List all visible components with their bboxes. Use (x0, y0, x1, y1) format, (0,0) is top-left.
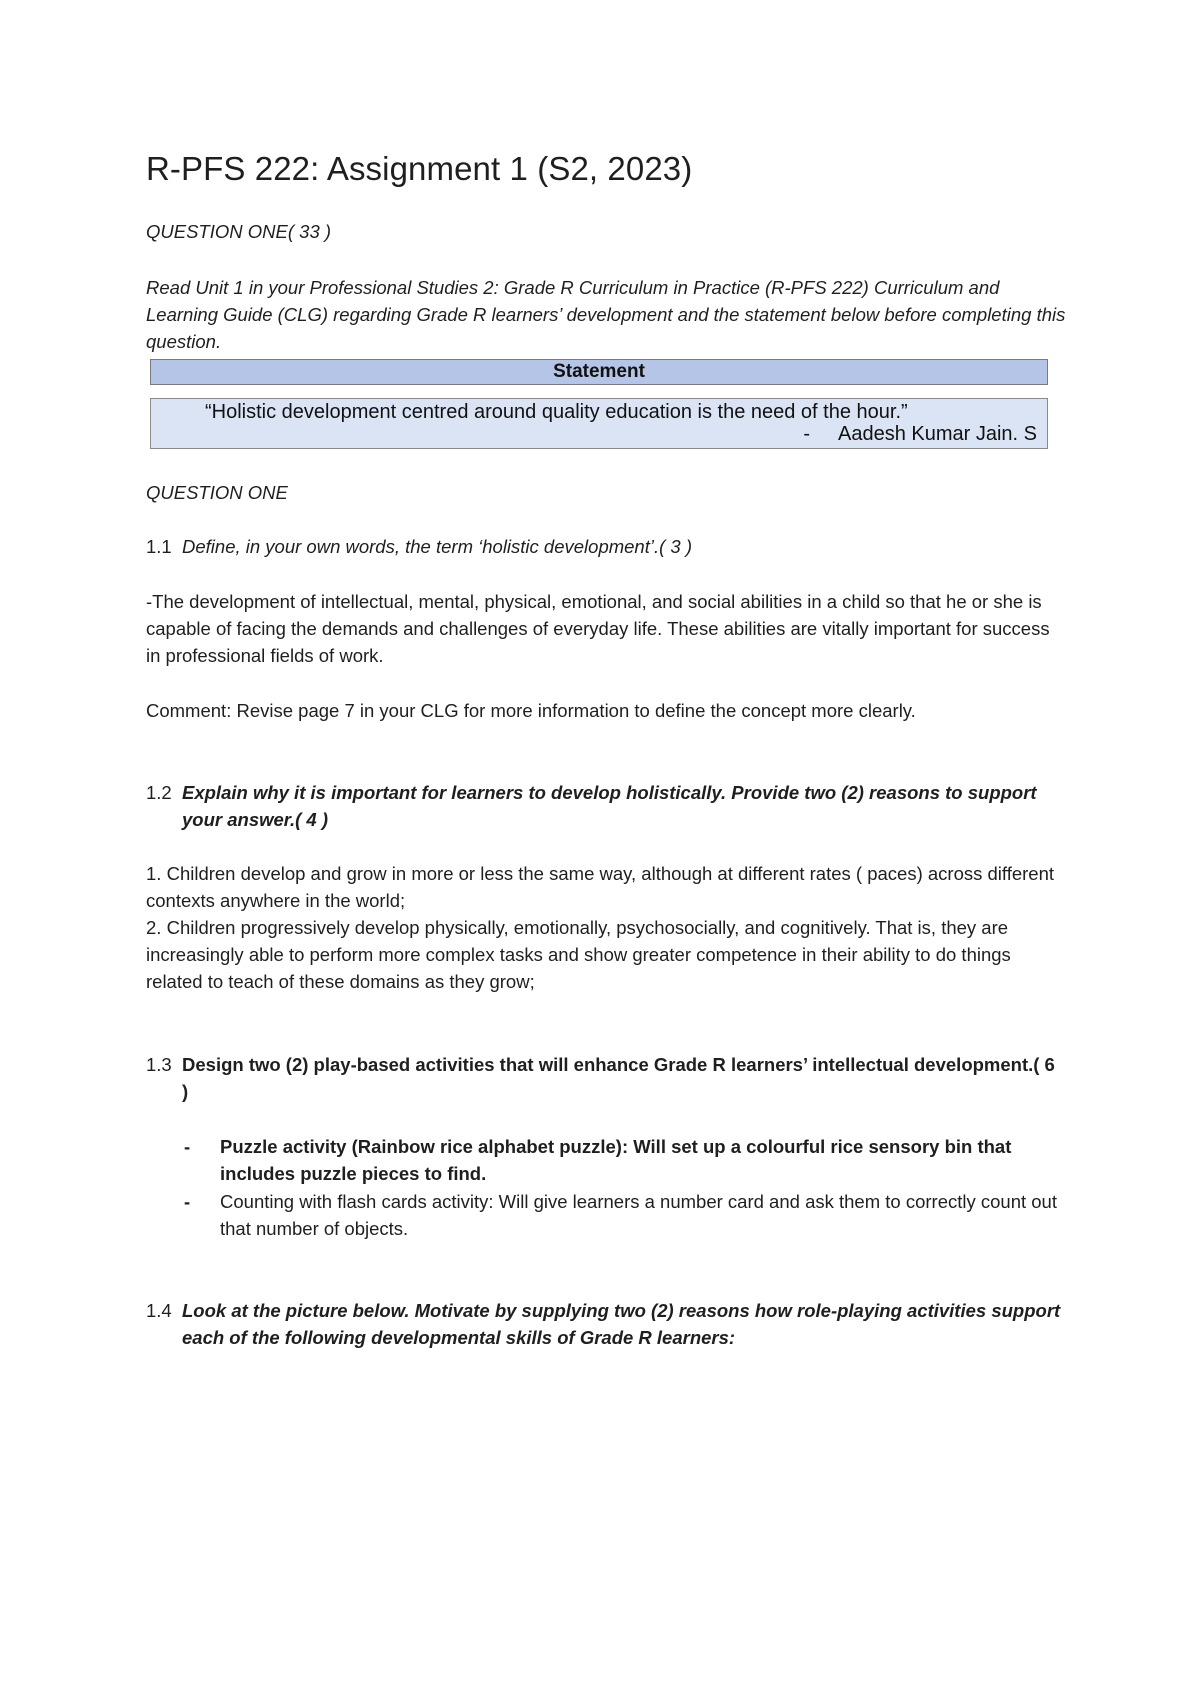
q1-1-answer: -The development of intellectual, mental, physical, emotional, and social abilities in a child so that he or she is capable of facing the demands and challenges of everyday life. These abilities are vitally important for success in professional fields of work. (146, 591, 1050, 666)
q1-2-question: Explain why it is important for learners to develop holistically. Provide two (2) reasons to support your answer.( 4 ) (182, 782, 1037, 830)
q1-3-bullet-2: Counting with flash cards activity: Will give learners a number card and ask them to correctly count out that number of objects. (220, 1191, 1057, 1239)
document-title: R-PFS 222: Assignment 1 (S2, 2023) (146, 150, 693, 187)
question-heading-2: QUESTION ONE (146, 482, 288, 503)
question-heading: QUESTION ONE( 33 ) (146, 221, 332, 242)
q1-2-answer-1 (146, 860, 1066, 914)
q1-3-number: 1.3 (146, 1054, 172, 1075)
q1-4-question: Look at the picture below. Motivate by supplying two (2) reasons how role-playing activities support each of the following developmental skills of Grade R learners: (182, 1300, 1061, 1348)
q1-1-comment: Comment: Revise page 7 in your CLG for more information to define the concept more clearly. (146, 700, 916, 721)
q1-2-answer-2-text: Children progressively develop physically, emotionally, psychosocially, and cognitively. That is, they are increasingly able to perform more complex tasks and show greater competence in their ability to do things related to teach of these domains as they grow; (146, 917, 1011, 992)
q1-2-answer-1-text: Children develop and grow in more or less the same way, although at different rates ( paces) across different contexts anywhere in the world; (146, 863, 1055, 911)
q1-2-answer-1-number: 1. (146, 863, 162, 884)
q1-1-number: 1.1 (146, 536, 172, 557)
q1-3-question: Design two (2) play-based activities that will enhance Grade R learners’ intellectual development.( 6 ) (182, 1054, 1055, 1102)
statement-box (150, 398, 1048, 449)
statement-author-line (803, 423, 1037, 446)
statement-quote: “Holistic development centred around quality education is the need of the hour.” (205, 401, 908, 423)
statement-author: Aadesh Kumar Jain. S (838, 423, 1037, 445)
q1-3-bullet-2-dash: - (184, 1191, 191, 1212)
statement-header: Statement (150, 359, 1048, 385)
instruction-text: Read Unit 1 in your Professional Studies 2: Grade R Curriculum in Practice (R-PFS 222) Curriculum and Learning Guide (CLG) regarding Grade R learners’ development and the statement below before completing this question. (146, 277, 1066, 352)
q1-2-answer-2 (146, 914, 1066, 995)
q1-4-number: 1.4 (146, 1300, 172, 1321)
q1-2-number: 1.2 (146, 782, 172, 803)
q1-2-answer-2-number: 2. (146, 917, 162, 938)
q1-1-question: Define, in your own words, the term ‘holistic development’.( 3 ) (182, 536, 692, 557)
q1-3-bullet-1-dash: - (184, 1136, 191, 1157)
statement-author-dash: - (803, 423, 810, 445)
document-page (146, 0, 1066, 1698)
q1-3-bullet-1: Puzzle activity (Rainbow rice alphabet puzzle): Will set up a colourful rice sensory bin that includes puzzle pieces to find. (220, 1136, 1012, 1184)
